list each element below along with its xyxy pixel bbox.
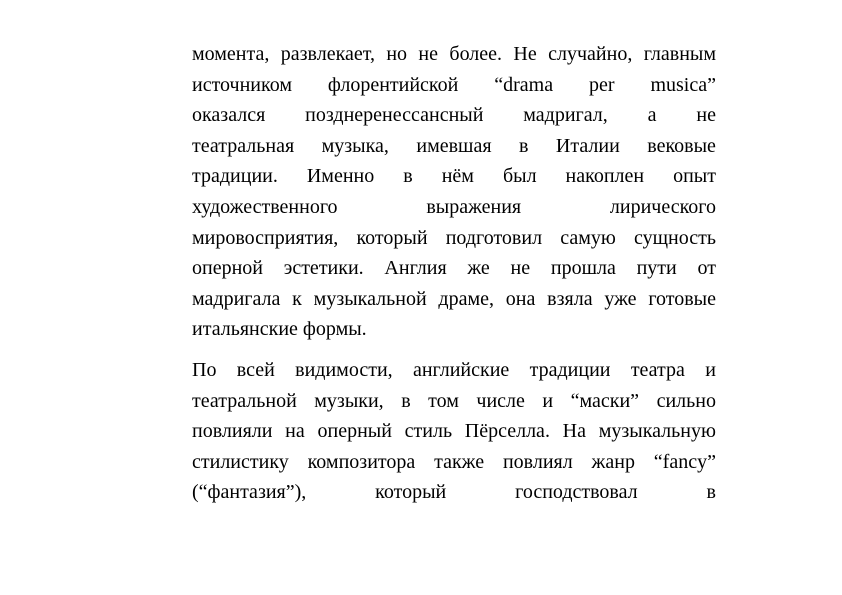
word: который: [375, 481, 447, 504]
word: сильно: [656, 389, 716, 412]
word: драме,: [438, 287, 495, 310]
word: на: [285, 420, 305, 443]
word: “fancy”: [653, 450, 716, 473]
word: оперный: [317, 420, 392, 443]
word: пути: [636, 257, 677, 280]
word: Англия: [384, 257, 447, 280]
word: “маски”: [570, 389, 640, 412]
document-text: [192, 39, 716, 508]
word: опыт: [673, 165, 716, 188]
word: момента,: [192, 43, 270, 65]
text-line: [192, 416, 716, 447]
word: от: [697, 257, 716, 280]
paragraph-1: [192, 39, 716, 345]
word: в: [401, 389, 411, 412]
word: театра: [630, 358, 685, 381]
word: оперной: [192, 257, 263, 280]
word: прошла: [550, 257, 616, 280]
word: театральная: [192, 134, 295, 157]
word: музыки,: [314, 389, 384, 412]
word: По: [192, 358, 217, 381]
word: Пёрселла.: [464, 420, 550, 443]
word: а: [647, 104, 657, 127]
word: имевшая: [416, 134, 492, 157]
word: стилистику: [192, 450, 289, 473]
word: оказался: [192, 104, 266, 127]
word: сущность: [634, 226, 716, 249]
word: числе: [476, 389, 525, 412]
text-line: [192, 284, 716, 315]
paragraph-spacer: [192, 345, 716, 355]
text-line: итальянские формы.: [192, 318, 367, 341]
word: выражения: [426, 195, 522, 218]
word: музыка,: [321, 134, 389, 157]
text-line: [192, 386, 716, 417]
word: театральной: [192, 389, 297, 412]
word: musica”: [650, 73, 716, 96]
word: господствовал: [515, 481, 638, 504]
word: Не: [513, 43, 537, 65]
text-line: [192, 131, 716, 162]
word: вековые: [647, 134, 716, 157]
word: же: [467, 257, 490, 280]
word: том: [428, 389, 459, 412]
word: жанр: [591, 450, 635, 473]
word: но: [386, 43, 408, 65]
word: стиль: [404, 420, 453, 443]
word: уже: [604, 287, 637, 310]
word: (“фантазия”),: [192, 481, 307, 504]
word: видимости,: [295, 358, 393, 381]
word: художественного: [192, 195, 338, 218]
word: не: [418, 43, 439, 65]
word: музыкальную: [598, 420, 716, 443]
text-line: [192, 161, 716, 192]
word: “drama: [494, 73, 554, 96]
word: мадригала: [192, 287, 281, 310]
word: готовые: [648, 287, 716, 310]
word: флорентийской: [327, 73, 459, 96]
text-line: [192, 192, 716, 223]
word: также: [434, 450, 485, 473]
word: мадригал,: [523, 104, 608, 127]
word: в: [706, 481, 716, 504]
word: в: [519, 134, 529, 157]
text-line: [192, 477, 716, 508]
word: главным: [643, 43, 716, 65]
text-line: [192, 447, 716, 478]
word: был: [502, 165, 537, 188]
word: повлияли: [192, 420, 273, 443]
text-line: [192, 223, 716, 254]
text-line: [192, 253, 716, 284]
word: мировосприятия,: [192, 226, 339, 249]
word: источником: [192, 73, 292, 96]
word: и: [542, 389, 554, 412]
word: в: [403, 165, 413, 188]
text-line: [192, 39, 716, 70]
word: взяла: [547, 287, 593, 310]
text-line: [192, 100, 716, 131]
word: самую: [560, 226, 616, 249]
text-line: [192, 355, 716, 386]
word: подготовил: [445, 226, 543, 249]
word: английские: [412, 358, 510, 381]
word: Италии: [555, 134, 620, 157]
word: эстетики.: [283, 257, 364, 280]
word: позднеренессансный: [305, 104, 484, 127]
paragraph-2: [192, 355, 716, 508]
word: к: [292, 287, 302, 310]
word: композитора: [307, 450, 416, 473]
word: более.: [449, 43, 503, 65]
word: традиции.: [192, 165, 278, 188]
word: музыкальной: [313, 287, 427, 310]
word: и: [705, 358, 716, 381]
word: который: [356, 226, 428, 249]
word: традиции: [529, 358, 611, 381]
word: случайно,: [548, 43, 633, 65]
word: лирического: [609, 195, 716, 218]
text-line: [192, 70, 716, 101]
word: она: [505, 287, 536, 310]
word: повлиял: [502, 450, 573, 473]
word: всей: [236, 358, 275, 381]
word: per: [589, 73, 615, 96]
word: нём: [441, 165, 474, 188]
word: развлекает,: [280, 43, 375, 65]
word: На: [562, 420, 586, 443]
word: не: [696, 104, 716, 127]
word: накоплен: [565, 165, 645, 188]
word: не: [510, 257, 531, 280]
word: Именно: [306, 165, 375, 188]
